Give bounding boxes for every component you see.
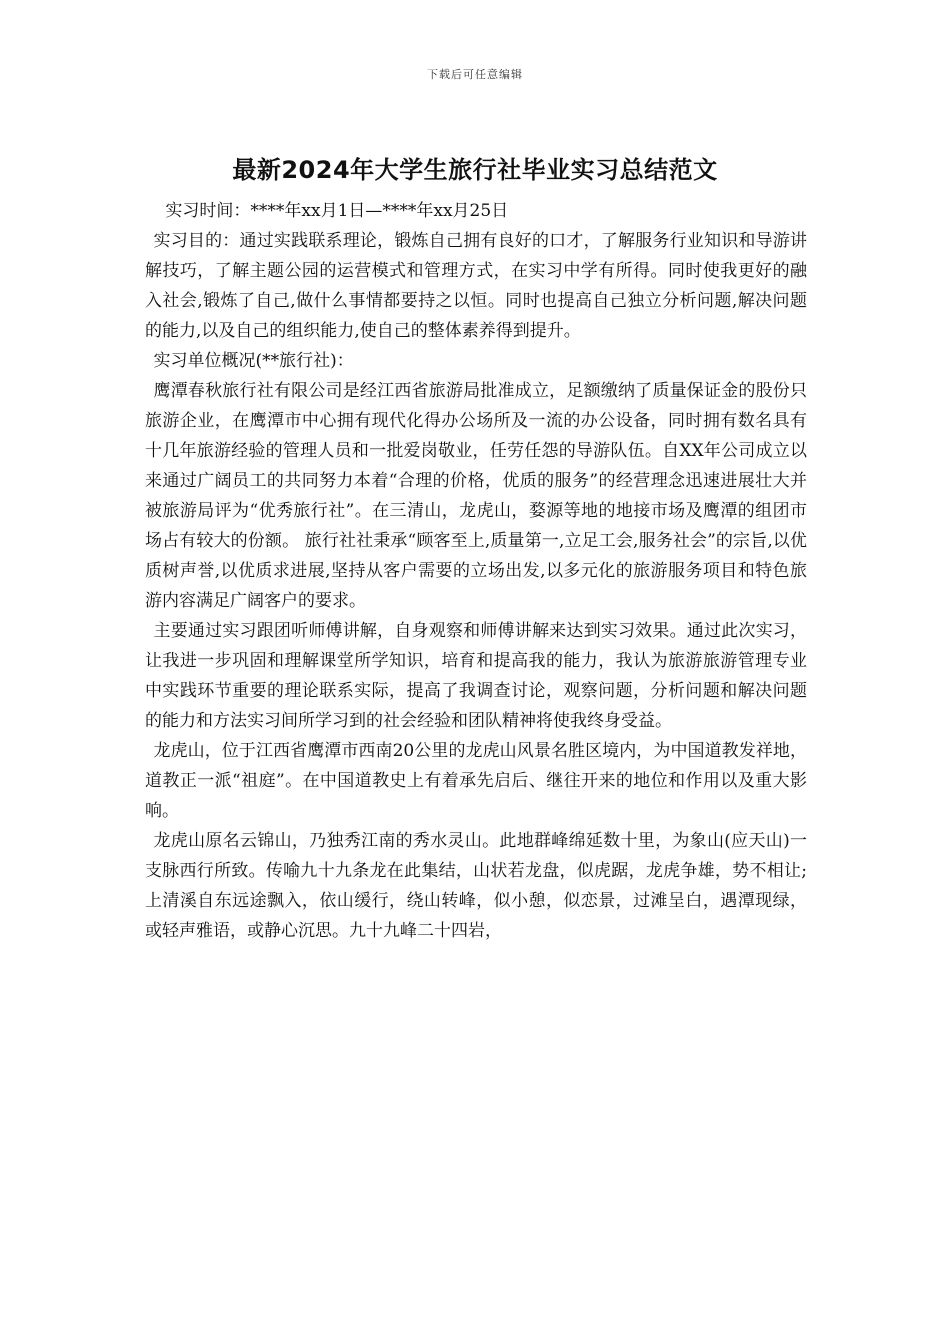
company-overview-heading: 实习单位概况(**旅行社)： xyxy=(153,351,354,371)
internship-time-paragraph: 实习时间：****年xx月1日—****年xx月25日 xyxy=(165,201,509,221)
document-body xyxy=(145,196,807,946)
document-title: 最新2024年大学生旅行社毕业实习总结范文 xyxy=(232,156,718,184)
longhushan-intro-paragraph: 龙虎山，位于江西省鹰潭市西南20公里的龙虎山风景名胜区境内，为中国道教发祥地，道教正一派“祖庭”。在中国道教史上有着承先启后、继往开来的地位和作用以及重大影响。 xyxy=(145,741,807,821)
company-description-paragraph: 鹰潭春秋旅行社有限公司是经江西省旅游局批准成立，足额缴纳了质量保证金的股份只旅游企业，在鹰潭市中心拥有现代化得办公场所及一流的办公设备，同时拥有数名具有十几年旅游经验的管理人员和一批爱岗敬业，任劳任怨的导游队伍。自XX年公司成立以来通过广阔员工的共同努力本着“合理的价格，优质的服务”的经营理念迅速进展壮大并被旅游局评为“优秀旅行社”。在三清山，龙虎山，婺源等地的地接市场及鹰潭的组团市场占有较大的份额。 旅行社社秉承“顾客至上,质量第一,立足工会,服务社会”的宗旨,以优质树声誉,以优质求进展,坚持从客户需要的立场出发,以多元化的旅游服务项目和特色旅游内容满足广阔客户的要求。 xyxy=(145,381,807,611)
longhushan-description-paragraph: 龙虎山原名云锦山，乃独秀江南的秀水灵山。此地群峰绵延数十里，为象山(应天山)一支脉西行所致。传喻九十九条龙在此集结，山状若龙盘，似虎踞，龙虎争雄，势不相让;上清溪自东远途飘入，依山缓行，绕山转峰，似小憩，似恋景，过滩呈白，遇潭现绿，或轻声雅语，或静心沉思。九十九峰二十四岩， xyxy=(145,831,807,941)
header-note: 下载后可任意编辑 xyxy=(427,68,523,81)
internship-method-paragraph: 主要通过实习跟团听师傅讲解，自身观察和师傅讲解来达到实习效果。通过此次实习，让我进一步巩固和理解课堂所学知识，培育和提高我的能力，我认为旅游旅游管理专业中实践环节重要的理论联系实际，提高了我调查讨论，观察问题，分析问题和解决问题的能力和方法实习间所学习到的社会经验和团队精神将使我终身受益。 xyxy=(145,621,807,731)
internship-purpose-paragraph: 实习目的：通过实践联系理论，锻炼自己拥有良好的口才，了解服务行业知识和导游讲解技巧，了解主题公园的运营模式和管理方式，在实习中学有所得。同时使我更好的融入社会,锻炼了自己,做什么事情都要持之以恒。同时也提高自己独立分析问题,解决问题的能力,以及自己的组织能力,使自己的整体素养得到提升。 xyxy=(145,231,807,341)
